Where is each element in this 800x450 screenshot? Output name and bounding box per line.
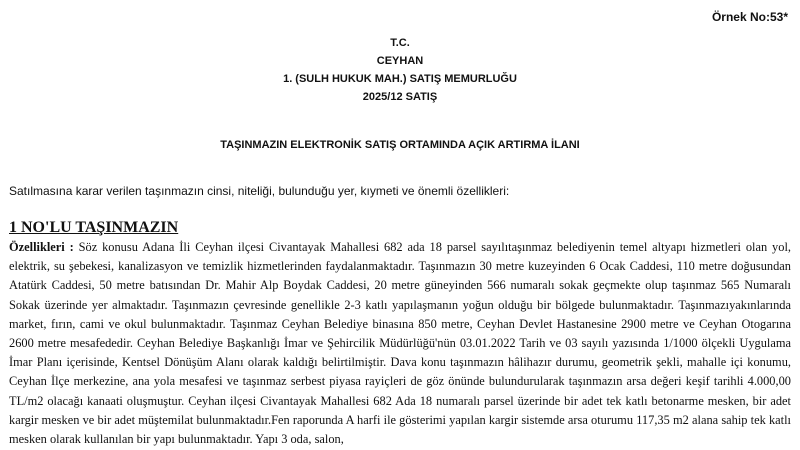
intro-text: Satılmasına karar verilen taşınmazın cinsi, niteliği, bulunduğu yer, kıymeti ve önemli özellikleri: (9, 184, 510, 198)
header-line-tc: T.C. (390, 37, 410, 49)
features-label: Özellikleri : (9, 240, 74, 254)
example-number: Örnek No:53* (711, 10, 788, 24)
features-text: Söz konusu Adana İli Ceyhan ilçesi Civantayak Mahallesi 682 ada 18 parsel sayılıtaşınmaz belediyenin temel altyapı hizmetleri olan yol, elektrik, su şebekesi, kanalizasyon ve temizlik hizmetlerinden faydalanmaktadır. Taşınmazın 30 metre kuzeyinden 6 Ocak Caddesi, 110 metre doğusundan Atatürk Caddesi, 50 metre batısından Dr. Mahir Alp Boydak Caddesi, 20 metre güneyinden 566 numaralı sokak geçmekte olup taşınmaz 565 Numaralı Sokak üzerinde yer almaktadır. Taşınmazın çevresinde genellikle 2-3 katlı yapılaşmanın yoğun olduğu bir bölgede bulunmaktadır. Taşınmazıyakınlarında market, fırın, cami ve okul bulunmaktadır. Taşınmaz Ceyhan Belediye binasına 850 metre, Ceyhan Devlet Hastanesine 2900 metre ve Ceyhan Otogarına 2600 metre mesafededir. Ceyhan Belediye Başkanlığı İmar ve Şehircilik Müdürlüğü'nün 03.01.2022 Tarih ve 03 sayılı yazısında 1/1000 ölçekli Uygulama İmar Planı içerisinde, Kentsel Dönüşüm Alanı olarak kaldığı belirtilmiştir. Dava konu taşınmazın hâlihazır durumu, geometrik şekli, mahalle içi konumu, Ceyhan İlçe merkezine, ana yola mesafesi ve taşınmaz serbest piyasa rayiçleri de göz önünde bulundurularak taşınmazın arsa değeri keşif tarihli 4.000,00 TL/m2 olacağı kanaati oluşmuştur. Ceyhan ilçesi Civantayak Mahallesi 682 Ada 18 numaralı parsel üzerinde bir adet tek katlı betonarme mesken, bir adet kargir mesken ve bir adet müştemilat bulunmaktadır.Fen raporunda A harfi ile gösterimi yapılan kargir sistemde arsa oturumu 117,35 m2 alana sahip tek katlı mesken olarak kullanılan bir yapı bulunmaktadır. Yapı 3 oda, salon, (9, 240, 791, 447)
features-paragraph (9, 238, 791, 449)
announcement-title: TAŞINMAZIN ELEKTRONİK SATIŞ ORTAMINDA AÇIK ARTIRMA İLANI (220, 139, 580, 151)
section-title: 1 NO'LU TAŞINMAZIN (9, 219, 179, 236)
header-line-case-no: 2025/12 SATIŞ (362, 91, 438, 103)
header-line-city: CEYHAN (376, 55, 424, 67)
header-line-office: 1. (SULH HUKUK MAH.) SATIŞ MEMURLUĞU (283, 73, 517, 85)
office-header (0, 34, 800, 106)
